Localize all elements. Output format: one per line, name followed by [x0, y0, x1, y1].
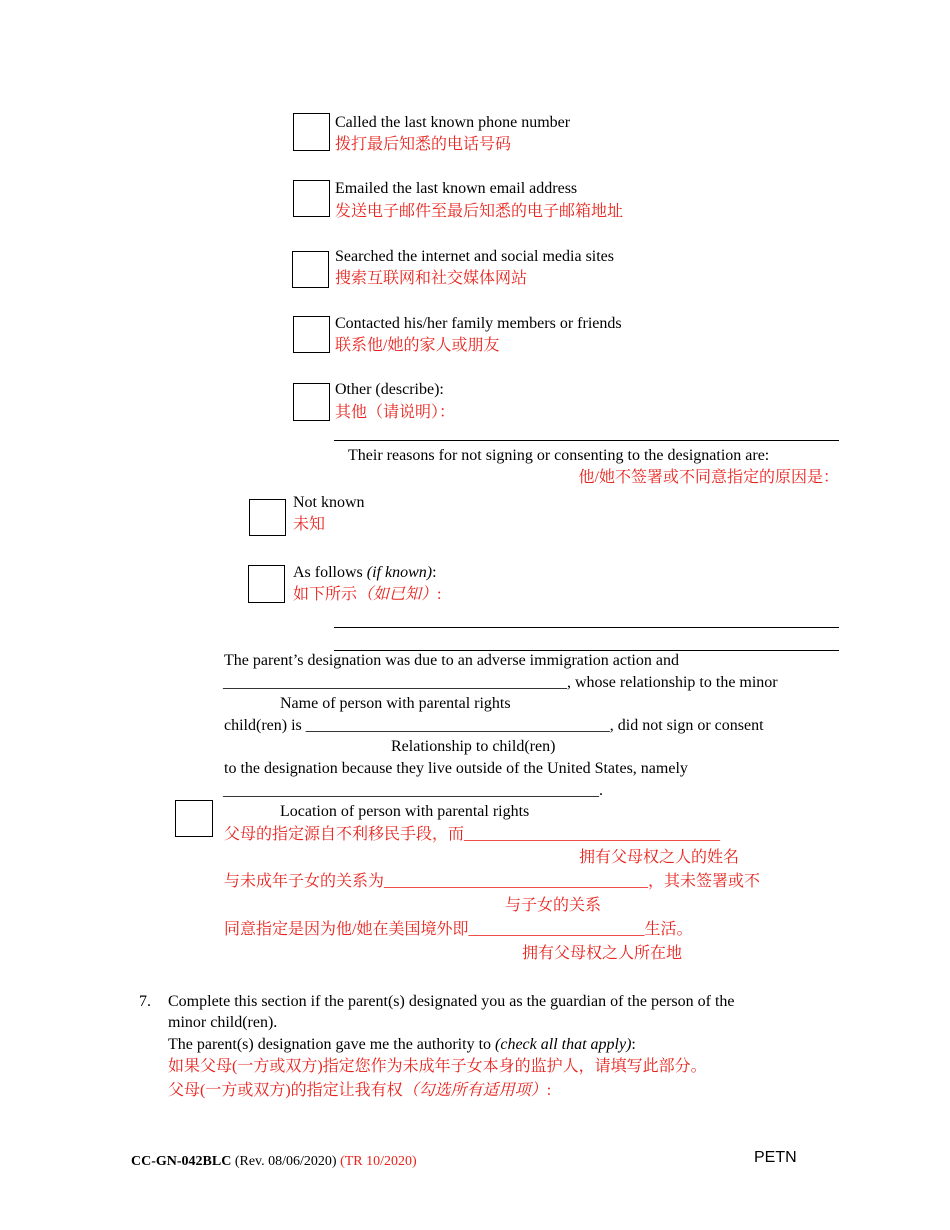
- translation-revision: (TR 10/2020): [340, 1154, 417, 1169]
- section-7-zh-line-2: [168, 1081, 551, 1101]
- name-of-person-caption-zh: 拥有父母权之人的姓名: [579, 849, 740, 866]
- check-all-that-apply-zh: （勾选所有适用项）: [402, 1082, 547, 1099]
- other-label: Other (describe):: [335, 381, 444, 398]
- not-known-label: Not known: [293, 494, 365, 511]
- contacted-family-label-zh: 联系他/她的家人或朋友: [335, 337, 500, 354]
- relationship-caption-zh: 与子女的关系: [505, 897, 602, 914]
- form-id: CC-GN-042BLC: [131, 1154, 232, 1169]
- immigration-line-1: The parent’s designation was due to an adverse immigration action and: [224, 652, 679, 669]
- checkbox-called-phone[interactable]: [293, 113, 330, 151]
- section-7-line-1: Complete this section if the parent(s) designated you as the guardian of the person of the: [168, 993, 735, 1010]
- checkbox-not-known[interactable]: [249, 499, 286, 536]
- check-all-that-apply: (check all that apply): [495, 1036, 632, 1053]
- reasons-heading-zh: 他/她不签署或不同意指定的原因是：: [578, 469, 839, 486]
- checkbox-searched-internet[interactable]: [292, 251, 329, 288]
- immigration-line-3: child(ren) is ______________________________________, did not sign or consent: [224, 717, 764, 734]
- authority-text: The parent(s) designation gave me the authority to: [168, 1036, 492, 1053]
- section-7-line-3: [168, 1035, 636, 1055]
- location-caption: Location of person with parental rights: [280, 803, 530, 820]
- as-follows-label-zh: [293, 585, 441, 605]
- checkbox-immigration[interactable]: [175, 800, 213, 837]
- footer-form-info: [131, 1152, 417, 1172]
- authority-colon: :: [631, 1036, 636, 1053]
- authority-text-zh: 父母(一方或双方)的指定让我有权: [168, 1082, 403, 1099]
- checkbox-emailed[interactable]: [293, 180, 330, 217]
- immigration-zh-line-3: 同意指定是因为他/她在美国境外即______________________生活。: [224, 921, 693, 938]
- not-known-label-zh: 未知: [293, 516, 326, 533]
- searched-internet-label: Searched the internet and social media sites: [335, 248, 615, 265]
- contacted-family-label: Contacted his/her family members or friends: [335, 315, 622, 332]
- immigration-zh-line-2: 与未成年子女的关系为_________________________________，其未签署或不: [224, 873, 761, 890]
- called-phone-label: Called the last known phone number: [335, 114, 571, 131]
- emailed-label: Emailed the last known email address: [335, 180, 578, 197]
- as-follows-line-1[interactable]: [334, 627, 839, 628]
- as-follows-colon: :: [432, 564, 437, 581]
- immigration-line-2: ___________________________________________, whose relationship to the minor: [223, 674, 778, 691]
- as-follows-colon-zh: :: [437, 586, 442, 603]
- as-follows-text: As follows: [293, 564, 363, 581]
- as-follows-if-known: (if known): [366, 564, 433, 581]
- authority-colon-zh: :: [546, 1082, 552, 1099]
- section-7-number: 7.: [139, 993, 151, 1010]
- searched-internet-label-zh: 搜索互联网和社交媒体网站: [335, 270, 528, 287]
- name-of-person-caption: Name of person with parental rights: [280, 695, 511, 712]
- section-7-line-2: minor child(ren).: [168, 1014, 278, 1031]
- form-revision: (Rev. 08/06/2020): [234, 1154, 337, 1169]
- other-label-zh: 其他（请说明）：: [335, 404, 456, 421]
- called-phone-label-zh: 拨打最后知悉的电话号码: [335, 136, 512, 153]
- form-code: PETN: [754, 1149, 797, 1166]
- immigration-line-4: to the designation because they live outside of the United States, namely: [224, 760, 688, 777]
- immigration-line-5: _______________________________________________.: [223, 782, 603, 799]
- as-follows-label: [293, 563, 437, 583]
- checkbox-contacted-family[interactable]: [293, 316, 330, 353]
- other-describe-line[interactable]: [334, 440, 839, 441]
- reasons-heading: Their reasons for not signing or consenting to the designation are:: [348, 447, 770, 464]
- immigration-zh-line-1: 父母的指定源自不利移民手段，而________________________________: [224, 826, 721, 843]
- emailed-label-zh: 发送电子邮件至最后知悉的电子邮箱地址: [335, 203, 624, 220]
- section-7-zh-line-1: 如果父母(一方或双方)指定您作为未成年子女本身的监护人，请填写此部分。: [168, 1058, 707, 1075]
- location-caption-zh: 拥有父母权之人所在地: [522, 945, 683, 962]
- as-follows-text-zh: 如下所示: [293, 586, 358, 603]
- checkbox-as-follows[interactable]: [248, 565, 285, 603]
- as-follows-if-known-zh: （如已知）: [357, 586, 438, 603]
- checkbox-other[interactable]: [293, 383, 330, 421]
- relationship-caption: Relationship to child(ren): [391, 738, 556, 755]
